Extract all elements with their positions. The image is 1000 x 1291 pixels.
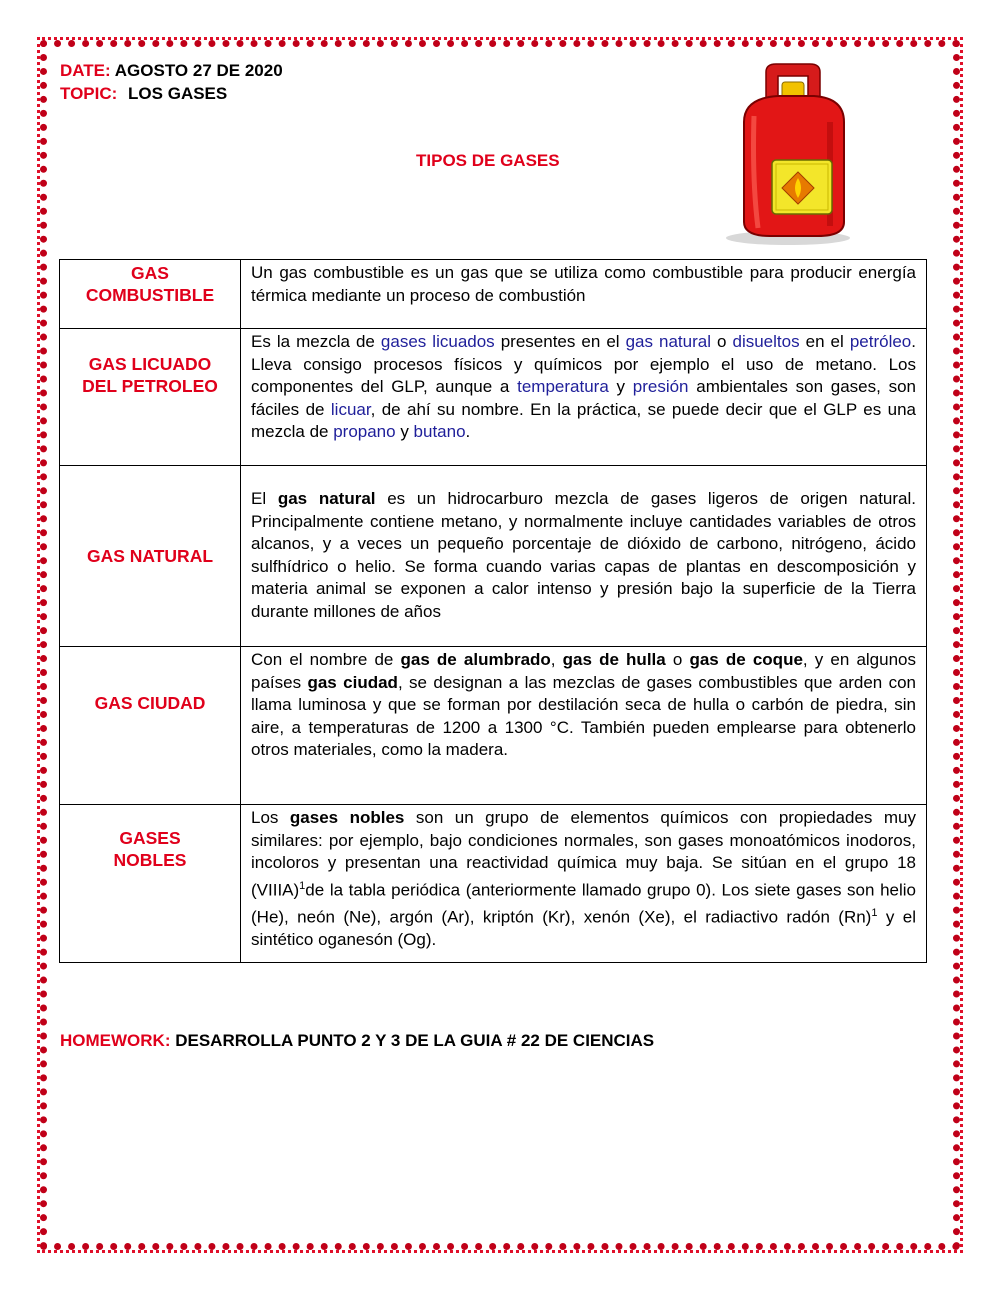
desc-text: Es la mezcla de bbox=[251, 332, 381, 351]
link-presion[interactable]: presión bbox=[632, 377, 689, 396]
homework-line bbox=[60, 1031, 654, 1051]
row-desc-cell bbox=[241, 805, 927, 963]
desc-text: Los bbox=[251, 808, 290, 827]
desc-bold-term: gas de alumbrado bbox=[400, 650, 551, 669]
link-licuar[interactable]: licuar bbox=[330, 399, 371, 419]
topic-label: TOPIC: bbox=[60, 84, 118, 103]
gas-cylinder-icon bbox=[718, 60, 868, 245]
gas-types-table bbox=[59, 259, 927, 963]
link-butano[interactable]: butano bbox=[413, 422, 466, 441]
date-line bbox=[60, 61, 283, 81]
topic-value: LOS GASES bbox=[128, 84, 228, 103]
link-gas-natural[interactable]: gas natural bbox=[625, 332, 711, 351]
link-petroleo[interactable]: petróleo bbox=[849, 332, 912, 351]
desc-text: de la tabla periódica (anteriormente llamado grupo 0). Los siete gases son helio (He), neón (Ne), argón (Ar), kriptón (Kr), xenón (Xe), el radiactivo radón (Rn) bbox=[251, 880, 916, 927]
footnote-ref: 1 bbox=[871, 906, 878, 919]
desc-text: , bbox=[550, 650, 563, 669]
date-label: DATE: bbox=[60, 61, 111, 80]
row-type-label-line2: DEL PETROLEO bbox=[82, 376, 218, 396]
desc-text: , se designan a las mezclas de gases combustibles que arden con llama luminosa y que se forman por destilación seca de hulla o carbón de piedra, sin aire, a temperaturas de 1200 a 1300 °C. También pueden emplearse para obtenerlo otros materiales, como la madera. bbox=[251, 672, 917, 759]
row-desc-cell bbox=[241, 329, 927, 466]
desc-bold-term: gas de hulla bbox=[562, 650, 666, 669]
desc-bold-term: gas ciudad bbox=[307, 672, 398, 692]
desc-bold-term: gas de coque bbox=[689, 650, 803, 669]
desc-text: y bbox=[608, 377, 633, 396]
desc-text: presentes en el bbox=[494, 332, 626, 351]
desc-text: . Lleva consigo procesos físicos y químicos por ejemplo el uso de metano. Los componentes del GLP, aunque a bbox=[251, 332, 916, 396]
desc-text: , de ahí su nombre. En la práctica, se puede decir que el GLP es una mezcla de bbox=[251, 399, 917, 441]
desc-text: en el bbox=[799, 332, 850, 351]
desc-text: , y en algunos países bbox=[251, 650, 916, 692]
desc-text: El bbox=[251, 489, 278, 508]
homework-label: HOMEWORK: bbox=[60, 1031, 171, 1050]
desc-bold-term: gases nobles bbox=[289, 808, 405, 827]
row-type-cell bbox=[60, 805, 241, 963]
row-desc-cell bbox=[241, 260, 927, 329]
row-type-label-line2: NOBLES bbox=[113, 850, 187, 870]
table-row bbox=[60, 329, 927, 466]
table-row bbox=[60, 466, 927, 647]
link-disueltos[interactable]: disueltos bbox=[732, 332, 800, 351]
date-value: AGOSTO 27 DE 2020 bbox=[114, 61, 283, 80]
row-type-label: GAS NATURAL bbox=[86, 546, 214, 566]
desc-text: o bbox=[665, 650, 690, 669]
topic-line bbox=[60, 84, 227, 104]
row-type-label: GAS CIUDAD bbox=[94, 693, 206, 713]
row-type-cell bbox=[60, 260, 241, 329]
desc-text: son un grupo de elementos químicos con propiedades muy similares: por ejemplo, bajo condiciones normales, son gases monoatómicos inodoros, incoloros y presentan una reactividad química muy baja. Se sitúan en el grupo 18 (VIIIA) bbox=[251, 808, 917, 900]
desc-text: y el sintético oganesón (Og). bbox=[251, 907, 916, 949]
desc-text: . bbox=[465, 422, 471, 441]
row-type-cell bbox=[60, 466, 241, 647]
row-type-label: GAS COMBUSTIBLE bbox=[85, 263, 215, 305]
table-row bbox=[60, 647, 927, 805]
desc-text: Con el nombre de bbox=[251, 650, 401, 669]
desc-text: ambientales son gases, son fáciles de bbox=[251, 377, 916, 419]
link-propano[interactable]: propano bbox=[333, 422, 396, 441]
page-subtitle: TIPOS DE GASES bbox=[416, 151, 560, 170]
desc-text: es un hidrocarburo mezcla de gases ligeros de origen natural. Principalmente contiene metano, y normalmente incluye cantidades variables de otros alcanos, y a veces un pequeño porcentaje de dióxido de carbono, nitrógeno, ácido sulfhídrico o helio. Se forma cuando varias capas de plantas en descomposición y materia animal se exponen a calor intenso y presión bajo la superficie de la Tierra durante millones de años bbox=[251, 489, 916, 621]
table-row bbox=[60, 260, 927, 329]
link-temperatura[interactable]: temperatura bbox=[517, 377, 609, 396]
desc-text: y bbox=[395, 422, 414, 441]
footnote-ref: 1 bbox=[299, 879, 306, 892]
row-type-label-line1: GAS LICUADO bbox=[88, 354, 212, 374]
row-desc-cell bbox=[241, 466, 927, 647]
row-type-label-line1: GASES bbox=[119, 828, 181, 848]
table-row bbox=[60, 805, 927, 963]
row-type-cell bbox=[60, 329, 241, 466]
row-description: Un gas combustible es un gas que se utiliza como combustible para producir energía térmica mediante un proceso de combustión bbox=[251, 263, 916, 305]
link-gases-licuados[interactable]: gases licuados bbox=[380, 332, 495, 351]
desc-bold-term: gas natural bbox=[277, 489, 376, 508]
row-desc-cell bbox=[241, 647, 927, 805]
desc-text: o bbox=[711, 332, 733, 351]
row-type-cell bbox=[60, 647, 241, 805]
homework-text: DESARROLLA PUNTO 2 Y 3 DE LA GUIA # 22 DE CIENCIAS bbox=[175, 1031, 655, 1050]
